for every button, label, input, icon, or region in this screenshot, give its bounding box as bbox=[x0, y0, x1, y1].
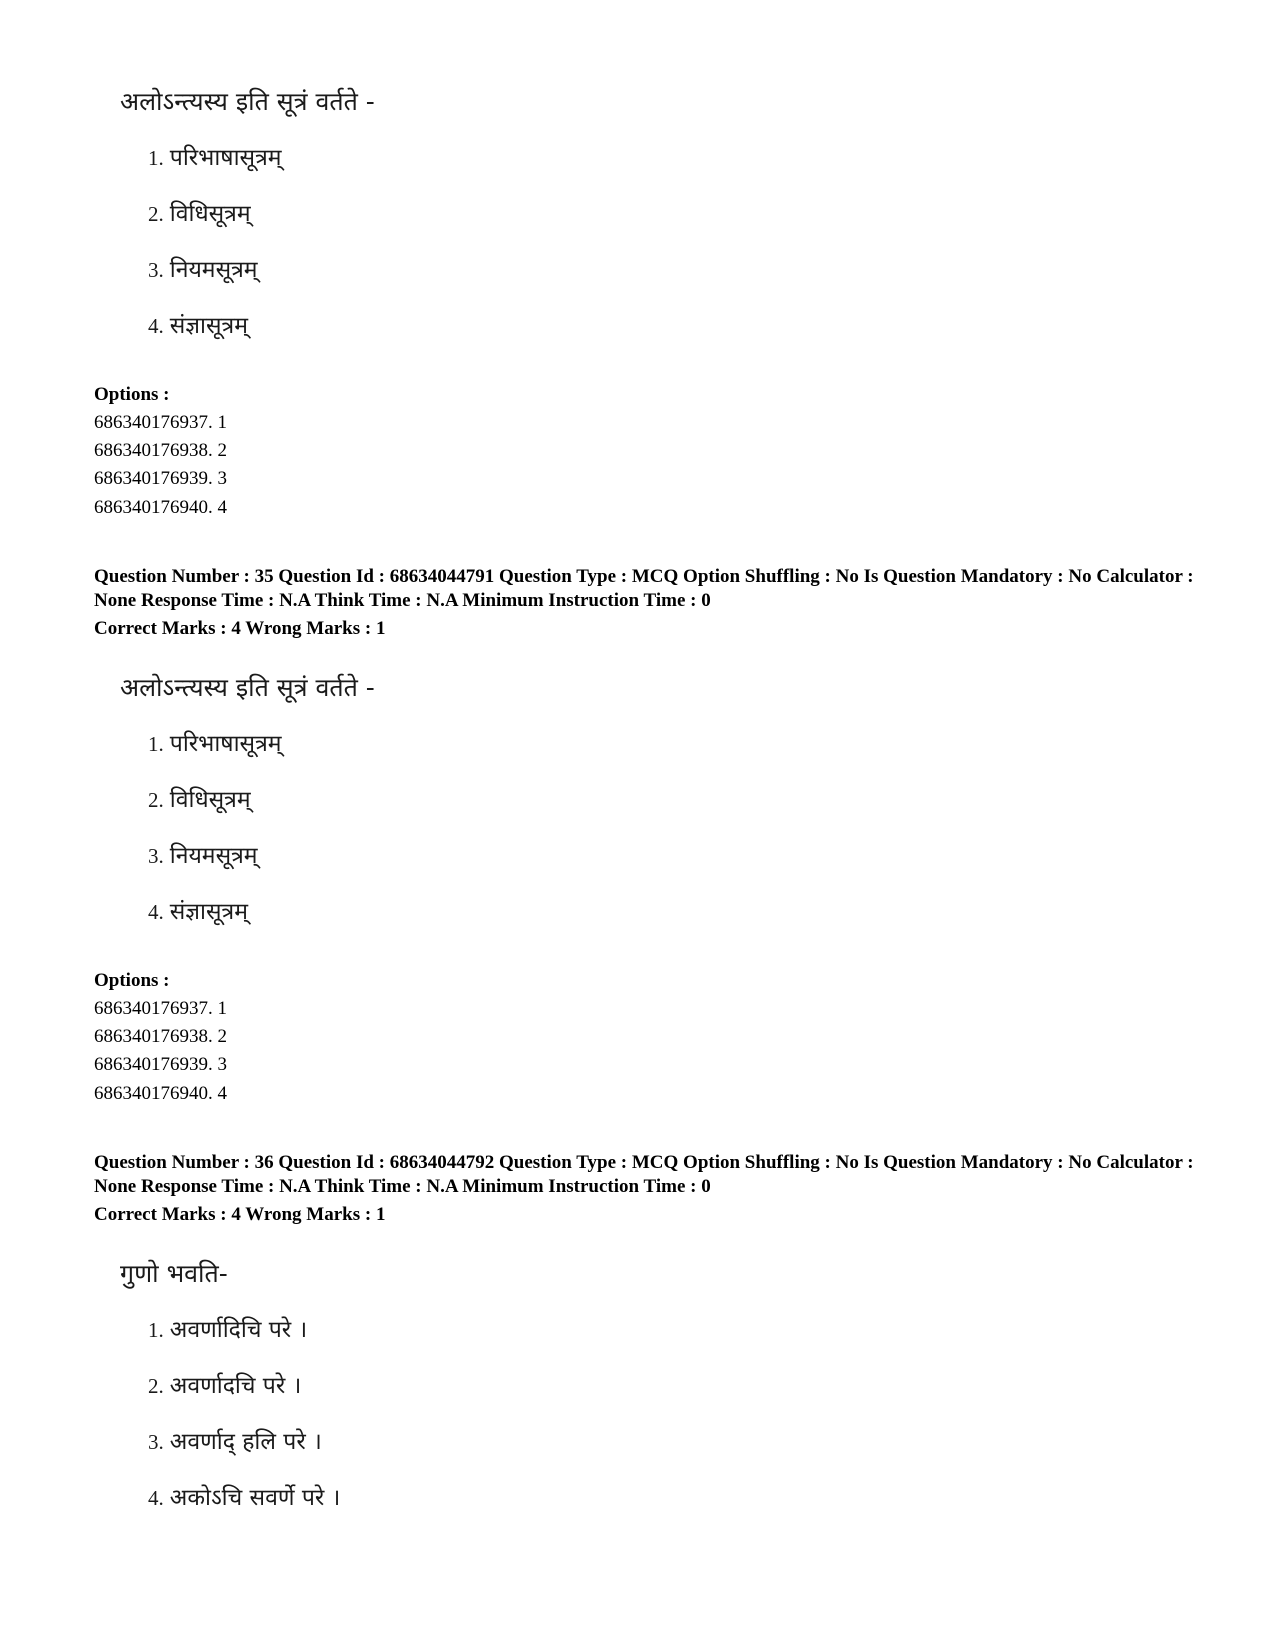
option-number: 2. bbox=[148, 788, 164, 812]
option-number: 3. bbox=[148, 258, 164, 282]
option-number: 4. bbox=[148, 900, 164, 924]
option-text: विधिसूत्रम् bbox=[169, 787, 251, 813]
question-option bbox=[148, 311, 248, 341]
marks-line: Correct Marks : 4 Wrong Marks : 1 bbox=[94, 618, 386, 639]
option-number: 1. bbox=[148, 1318, 164, 1342]
option-text: परिभाषासूत्रम् bbox=[169, 145, 282, 171]
option-text: अवर्णादिचि परे । bbox=[169, 1317, 308, 1343]
question-stem: गुणो भवति- bbox=[120, 1259, 228, 1288]
option-text: अकोऽचि सवर्णे परे । bbox=[169, 1485, 341, 1511]
question-option bbox=[148, 255, 258, 285]
option-number: 3. bbox=[148, 844, 164, 868]
options-label: Options : bbox=[94, 384, 170, 405]
answer-option: 686340176940. 4 bbox=[94, 497, 227, 518]
question-option bbox=[148, 1315, 307, 1345]
option-number: 2. bbox=[148, 1374, 164, 1398]
option-text: नियमसूत्रम् bbox=[169, 257, 258, 283]
question-meta: Question Number : 35 Question Id : 68634044791 Question Type : MCQ Option Shuffling : No Is Question Mandatory : No Calculator : None Response Time : N.A Think Time : N.A Minimum Instruction Time : 0 bbox=[94, 566, 1194, 611]
option-number: 1. bbox=[148, 732, 164, 756]
option-number: 3. bbox=[148, 1430, 164, 1454]
question-option bbox=[148, 1427, 322, 1457]
option-number: 2. bbox=[148, 202, 164, 226]
answer-option: 686340176938. 2 bbox=[94, 1026, 227, 1047]
marks-line: Correct Marks : 4 Wrong Marks : 1 bbox=[94, 1204, 386, 1225]
question-option bbox=[148, 785, 251, 815]
question-option bbox=[148, 143, 282, 173]
answer-option: 686340176937. 1 bbox=[94, 998, 227, 1019]
question-option bbox=[148, 199, 251, 229]
question-stem: अलोऽन्त्यस्य इति सूत्रं वर्तते - bbox=[120, 87, 375, 116]
answer-option: 686340176939. 3 bbox=[94, 468, 227, 489]
question-stem: अलोऽन्त्यस्य इति सूत्रं वर्तते - bbox=[120, 673, 375, 702]
option-text: संज्ञासूत्रम् bbox=[169, 313, 248, 339]
option-number: 4. bbox=[148, 314, 164, 338]
option-number: 4. bbox=[148, 1486, 164, 1510]
question-option bbox=[148, 897, 248, 927]
question-option bbox=[148, 729, 282, 759]
options-label: Options : bbox=[94, 970, 170, 991]
option-number: 1. bbox=[148, 146, 164, 170]
question-option bbox=[148, 1371, 301, 1401]
answer-option: 686340176940. 4 bbox=[94, 1083, 227, 1104]
option-text: संज्ञासूत्रम् bbox=[169, 899, 248, 925]
answer-option: 686340176939. 3 bbox=[94, 1054, 227, 1075]
question-meta: Question Number : 36 Question Id : 68634044792 Question Type : MCQ Option Shuffling : No Is Question Mandatory : No Calculator : None Response Time : N.A Think Time : N.A Minimum Instruction Time : 0 bbox=[94, 1152, 1194, 1197]
option-text: अवर्णाद् हलि परे । bbox=[169, 1429, 322, 1455]
option-text: विधिसूत्रम् bbox=[169, 201, 251, 227]
question-option bbox=[148, 841, 258, 871]
answer-option: 686340176937. 1 bbox=[94, 412, 227, 433]
question-option bbox=[148, 1483, 340, 1513]
option-text: नियमसूत्रम् bbox=[169, 843, 258, 869]
answer-option: 686340176938. 2 bbox=[94, 440, 227, 461]
option-text: परिभाषासूत्रम् bbox=[169, 731, 282, 757]
option-text: अवर्णादचि परे । bbox=[169, 1373, 302, 1399]
